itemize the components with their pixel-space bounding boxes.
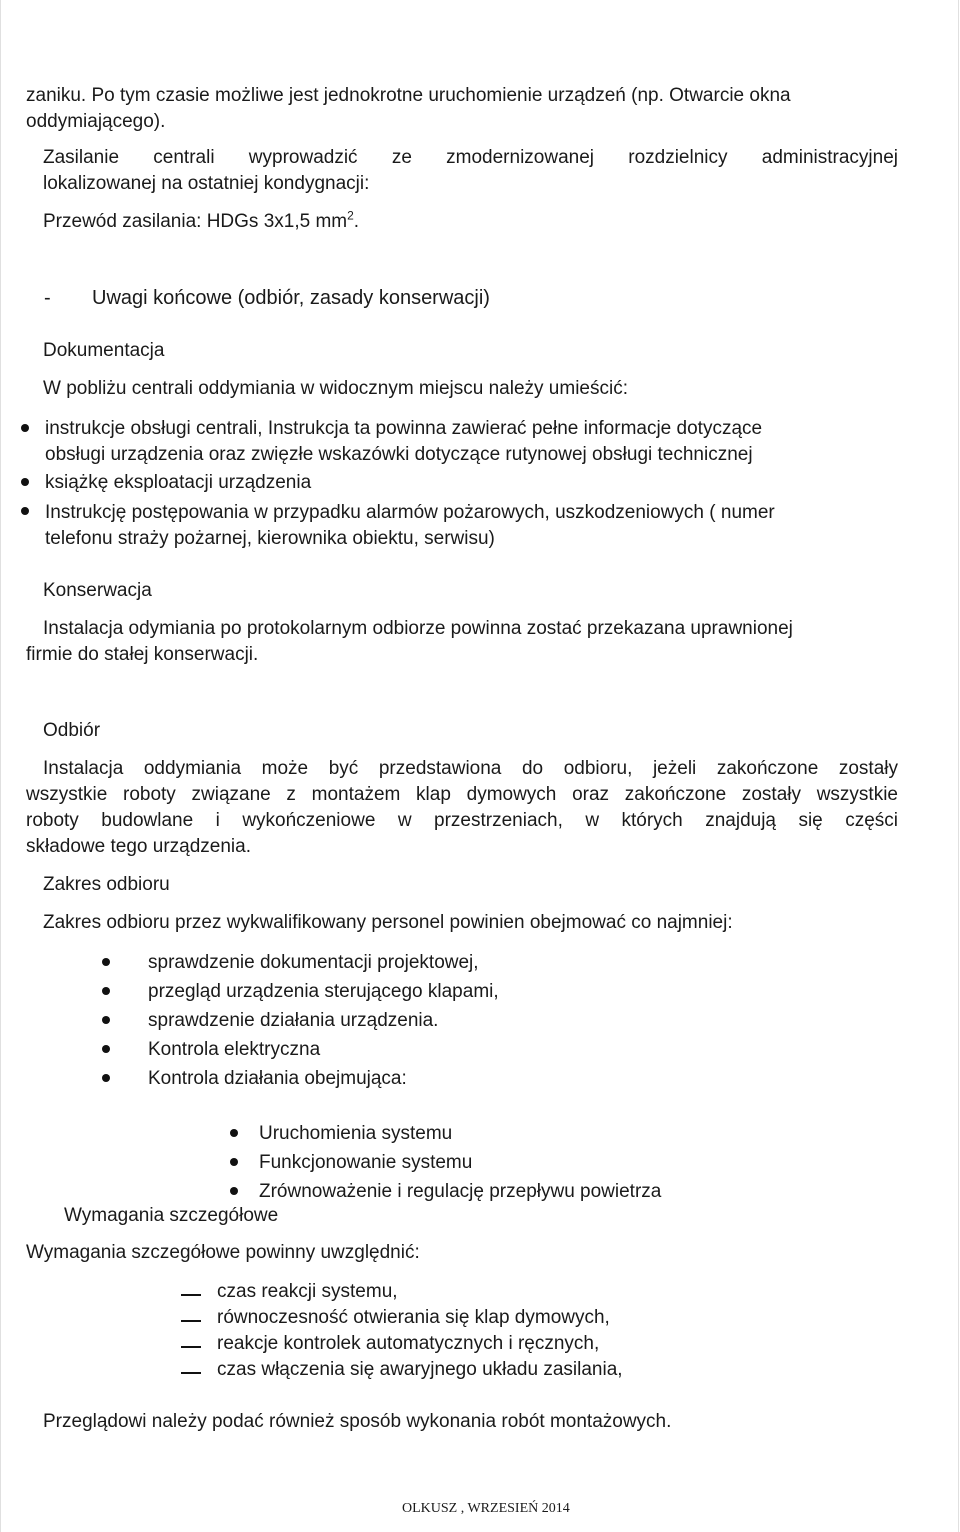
odbior-line-4: składowe tego urządzenia. bbox=[26, 836, 251, 857]
wymagania-item-1: czas reakcji systemu, bbox=[217, 1281, 398, 1302]
power-cable-text: Przewód zasilania: HDGs 3x1,5 mm bbox=[43, 211, 348, 232]
konserwacja-line-1: Instalacja odymiania po protokolarnym odbiorze powinna zostać przekazana uprawnionej bbox=[43, 618, 793, 639]
intro-line-3: Zasilanie centrali wyprowadzić ze zmodernizowanej rozdzielnicy administracyjnej bbox=[43, 147, 898, 168]
dash-icon bbox=[181, 1294, 201, 1296]
zakres-intro: Zakres odbioru przez wykwalifikowany personel powinien obejmować co najmniej: bbox=[43, 912, 733, 933]
bullet-icon bbox=[102, 958, 110, 966]
intro-line-4: lokalizowanej na ostatniej kondygnacji: bbox=[43, 173, 370, 194]
bullet-icon bbox=[21, 507, 29, 515]
konserwacja-line-2: firmie do stałej konserwacji. bbox=[26, 644, 259, 665]
dash-icon bbox=[181, 1320, 201, 1322]
bullet-icon bbox=[230, 1129, 238, 1137]
bullet-icon bbox=[102, 1016, 110, 1024]
zakres-item-2: przegląd urządzenia sterującego klapami, bbox=[148, 981, 499, 1002]
wymagania-item-3: reakcje kontrolek automatycznych i ręcznych, bbox=[217, 1333, 600, 1354]
footer-text: OLKUSZ , WRZESIEŃ 2014 bbox=[402, 1501, 570, 1516]
zakres-subitem-3: Zrównoważenie i regulację przepływu powietrza bbox=[259, 1181, 662, 1202]
power-cable-end: . bbox=[353, 211, 360, 232]
odbior-line-1: Instalacja oddymiania może być przedstawiona do odbioru, jeżeli zakończone zostały bbox=[43, 758, 898, 779]
page-border-left bbox=[0, 0, 1, 1532]
dokumentacja-heading: Dokumentacja bbox=[43, 340, 165, 361]
power-cable-superscript: 2 bbox=[347, 208, 354, 223]
zakres-heading: Zakres odbioru bbox=[43, 874, 170, 895]
bullet-icon bbox=[21, 478, 29, 486]
dokumentacja-item-2: książkę eksploatacji urządzenia bbox=[45, 472, 312, 493]
dash-icon bbox=[181, 1372, 201, 1374]
section-title: Uwagi końcowe (odbiór, zasady konserwacji) bbox=[92, 287, 490, 309]
zakres-item-5: Kontrola działania obejmująca: bbox=[148, 1068, 407, 1089]
odbior-heading: Odbiór bbox=[43, 720, 101, 741]
bullet-icon bbox=[102, 1045, 110, 1053]
bullet-icon bbox=[230, 1158, 238, 1166]
dokumentacja-intro: W pobliżu centrali oddymiania w widocznym miejscu należy umieścić: bbox=[43, 378, 628, 399]
intro-line-5 bbox=[43, 209, 359, 235]
zakres-item-4: Kontrola elektryczna bbox=[148, 1039, 321, 1060]
dokumentacja-item-1-cont: obsługi urządzenia oraz zwięzłe wskazówki dotyczące rutynowej obsługi technicznej bbox=[45, 444, 753, 465]
dash-icon bbox=[181, 1346, 201, 1348]
zakres-item-3: sprawdzenie działania urządzenia. bbox=[148, 1010, 439, 1031]
odbior-line-2: wszystkie roboty związane z montażem klap dymowych oraz zakończone zostały wszystkie bbox=[26, 784, 898, 805]
odbior-line-3: roboty budowlane i wykończeniowe w przestrzeniach, w których znajdują się części bbox=[26, 810, 898, 831]
page-border-right bbox=[958, 0, 959, 1532]
intro-line-1: zaniku. Po tym czasie możliwe jest jednokrotne uruchomienie urządzeń (np. Otwarcie okna bbox=[26, 85, 791, 106]
bullet-icon bbox=[102, 1074, 110, 1082]
zakres-subitem-1: Uruchomienia systemu bbox=[259, 1123, 453, 1144]
zakres-item-1: sprawdzenie dokumentacji projektowej, bbox=[148, 952, 479, 973]
wymagania-intro: Wymagania szczegółowe powinny uwzględnić: bbox=[26, 1242, 420, 1263]
wymagania-item-4: czas włączenia się awaryjnego układu zasilania, bbox=[217, 1359, 623, 1380]
konserwacja-heading: Konserwacja bbox=[43, 580, 152, 601]
zakres-subitem-2: Funkcjonowanie systemu bbox=[259, 1152, 473, 1173]
bullet-icon bbox=[102, 987, 110, 995]
dokumentacja-item-1: instrukcje obsługi centrali, Instrukcja ta powinna zawierać pełne informacje dotyczące bbox=[45, 418, 763, 439]
dokumentacja-item-3-cont: telefonu straży pożarnej, kierownika obiektu, serwisu) bbox=[45, 528, 495, 549]
bullet-icon bbox=[21, 424, 29, 432]
closing-text: Przeglądowi należy podać również sposób wykonania robót montażowych. bbox=[43, 1411, 672, 1432]
wymagania-heading: Wymagania szczegółowe bbox=[64, 1205, 279, 1226]
section-dash: - bbox=[44, 287, 51, 309]
wymagania-item-2: równoczesność otwierania się klap dymowych, bbox=[217, 1307, 610, 1328]
bullet-icon bbox=[230, 1187, 238, 1195]
intro-line-2: oddymiającego). bbox=[26, 111, 166, 132]
dokumentacja-item-3: Instrukcję postępowania w przypadku alarmów pożarowych, uszkodzeniowych ( numer bbox=[45, 502, 775, 523]
